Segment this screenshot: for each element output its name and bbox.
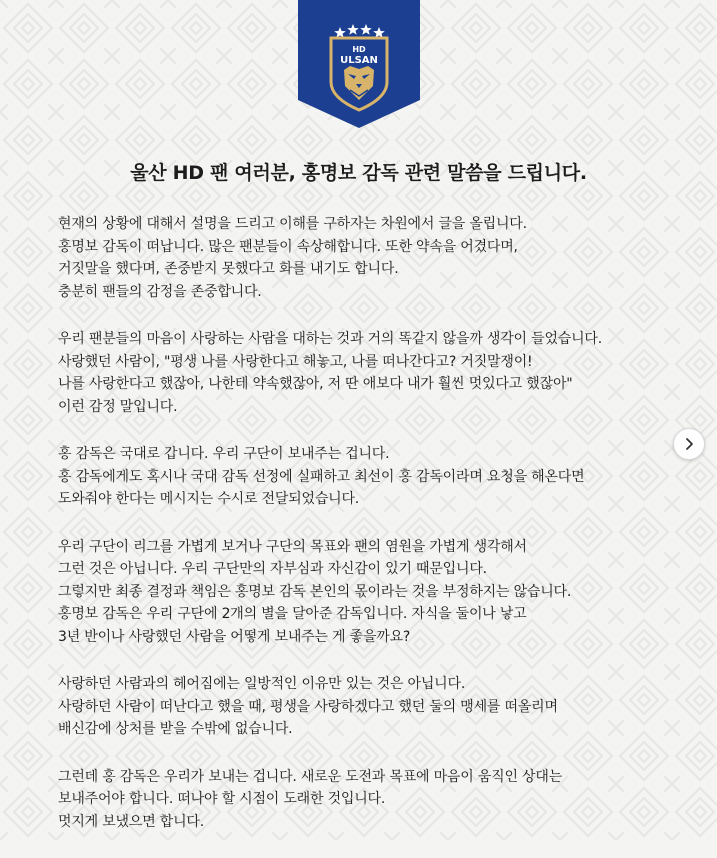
- logo-hd: HD: [352, 45, 366, 54]
- text-line: 사랑했던 사람이, "평생 나를 사랑한다고 해놓고, 나를 떠나간다고? 거짓말쟁이!: [58, 353, 533, 370]
- text-line: 그런데 홍 감독은 우리가 보내는 겁니다. 새로운 도전과 목표에 마음이 움직인 상대는: [58, 768, 563, 785]
- text-line: 거짓말을 했다며, 존중받지 못했다고 화를 내기도 합니다.: [58, 261, 399, 277]
- text-line: 홍 감독은 국대로 갑니다. 우리 구단이 보내주는 겁니다.: [58, 446, 390, 462]
- club-banner: [298, 0, 420, 128]
- text-line: 사랑하던 사람이 떠난다고 했을 때, 평생을 사랑하겠다고 했던 둘의 맹세를 떠올리며: [58, 698, 558, 715]
- paragraph: [58, 766, 678, 834]
- text-line: 그런 것은 아닙니다. 우리 구단만의 자부심과 자신감이 있기 때문입니다.: [58, 561, 487, 577]
- text-line: 홍명보 감독은 우리 구단에 2개의 별을 달아준 감독입니다. 자식을 둘이나 낳고: [58, 606, 527, 622]
- page-title: 울산 HD 팬 여러분, 홍명보 감독 관련 말씀을 드립니다.: [130, 162, 587, 184]
- letter-body: [58, 213, 678, 858]
- text-line: 홍 감독에게도 혹시나 국대 감독 선정에 실패하고 최선이 홍 감독이라며 요청을 해온다면: [58, 468, 585, 485]
- text-line: 3년 반이나 사랑했던 사람을 어떻게 보내주는 게 좋을까요?: [58, 628, 411, 645]
- paragraph: [58, 443, 678, 511]
- text-line: 그렇지만 최종 결정과 책임은 홍명보 감독 본인의 몫이라는 것을 부정하지는 않습니다.: [58, 583, 572, 600]
- logo-ulsan: ULSAN: [340, 55, 378, 66]
- text-line: 사랑하던 사람과의 헤어짐에는 일방적인 이유만 있는 것은 아닙니다.: [58, 676, 466, 692]
- text-line: 이런 감정 말입니다.: [58, 398, 178, 415]
- paragraph: [58, 536, 678, 649]
- text-line: 보내주어야 합니다. 떠나야 할 시점이 도래한 것입니다.: [58, 791, 386, 807]
- text-line: 도와줘야 한다는 메시지는 수시로 전달되었습니다.: [58, 491, 360, 507]
- text-line: 현재의 상황에 대해서 설명을 드리고 이해를 구하자는 차원에서 글을 올립니다.: [58, 216, 527, 232]
- text-line: 나를 사랑한다고 했잖아, 나한테 약속했잖아, 저 딴 애보다 내가 훨씬 멋있다고 했잖아": [58, 376, 573, 392]
- chevron-right-icon: [682, 437, 696, 451]
- paragraph: [58, 673, 678, 741]
- paragraph: [58, 328, 678, 418]
- text-line: 우리 팬분들의 마음이 사랑하는 사람을 대하는 것과 거의 똑같지 않을까 생각이 들었습니다.: [58, 331, 602, 347]
- text-line: 충분히 팬들의 감정을 존중합니다.: [58, 283, 262, 300]
- text-line: 홍명보 감독이 떠납니다. 많은 팬분들이 속상해합니다. 또한 약속을 어겼다며,: [58, 238, 518, 255]
- carousel-next-button[interactable]: [673, 428, 705, 460]
- text-line: 배신감에 상처를 받을 수밖에 없습니다.: [58, 721, 293, 737]
- paragraph: [58, 213, 678, 303]
- text-line: 멋지게 보냈으면 합니다.: [58, 813, 204, 830]
- text-line: 우리 구단이 리그를 가볍게 보거나 구단의 목표와 팬의 염원을 가볍게 생각해서: [58, 538, 527, 555]
